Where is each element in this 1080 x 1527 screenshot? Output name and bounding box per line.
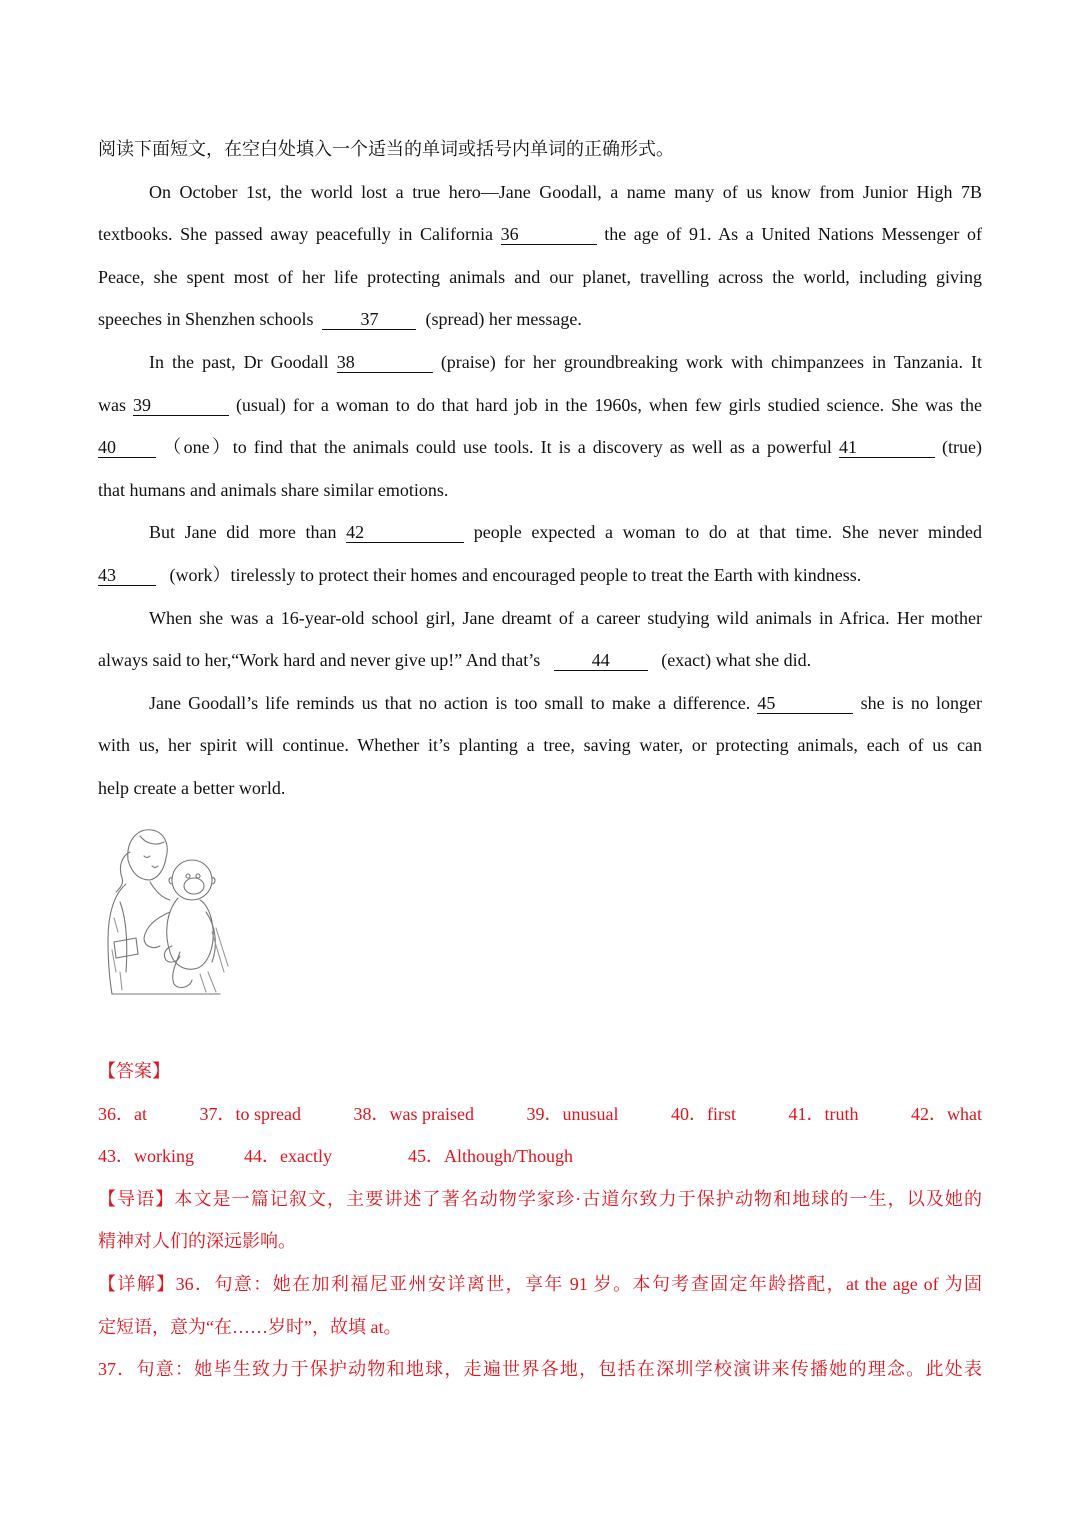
- answer-item: 43．working: [98, 1146, 194, 1167]
- blank-36[interactable]: 36: [501, 225, 597, 245]
- passage-line: help create a better world.: [98, 777, 286, 798]
- instruction: 阅读下面短文，在空白处填入一个适当的单词或括号内单词的正确形式。: [98, 139, 674, 159]
- passage-line: In the past, Dr Goodall 38 (praise) for her groundbreaking work with chimpanzees in Tanzania. It: [149, 351, 983, 372]
- document-page: [98, 128, 982, 810]
- detail-line: 定短语，意为“在……岁时”，故填 at。: [98, 1316, 402, 1337]
- answer-item: 45．Although/Though: [408, 1146, 573, 1167]
- passage-line: Peace, she spent most of her life protecting animals and our planet, travelling across the world, including giving: [98, 266, 982, 287]
- blank-38[interactable]: 38: [337, 353, 433, 373]
- answer-item: 36．at: [98, 1103, 147, 1124]
- passage-line: Jane Goodall’s life reminds us that no action is too small to make a difference. 45 she is no longer: [149, 692, 983, 713]
- answer-item: 41．truth: [788, 1103, 859, 1124]
- blank-43[interactable]: 43: [98, 566, 156, 586]
- sketch-icon: [100, 822, 230, 998]
- blank-45[interactable]: 45: [757, 694, 853, 714]
- detail-label: 【详解】: [98, 1273, 176, 1294]
- detail-line: 【详解】36．句意：她在加利福尼亚州安详离世，享年 91 岁。本句考查固定年龄搭配，at the age of 为固: [98, 1273, 982, 1294]
- passage-line: 40 （one）to find that the animals could use tools. It is a discovery as well as a powerful 41 (true): [98, 437, 983, 458]
- blank-42[interactable]: 42: [346, 523, 464, 543]
- blank-40[interactable]: 40: [98, 438, 156, 458]
- blank-39[interactable]: 39: [133, 396, 229, 416]
- detail-line: 37．句意：她毕生致力于保护动物和地球，走遍世界各地，包括在深圳学校演讲来传播她的理念。此处表: [98, 1359, 982, 1380]
- blank-41[interactable]: 41: [839, 438, 935, 458]
- passage-line: with us, her spirit will continue. Whether it’s planting a tree, saving water, or protecting animals, each of us can: [98, 735, 982, 756]
- passage-line: was 39 (usual) for a woman to do that hard job in the 1960s, when few girls studied science. She was the: [98, 394, 983, 415]
- passage-line: But Jane did more than 42 people expected a woman to do at that time. She never minded: [149, 522, 983, 543]
- jane-goodall-chimp-illustration: [100, 822, 230, 998]
- answer-row-2: [98, 1135, 982, 1178]
- answer-row-1: [98, 1093, 982, 1136]
- answer-item: 37．to spread: [199, 1103, 301, 1124]
- passage-line: always said to her,“Work hard and never give up!” And that’s 44 (exact) what she did.: [98, 650, 812, 671]
- answer-heading: 【答案】: [98, 1061, 170, 1081]
- blank-37[interactable]: 37: [322, 310, 416, 330]
- passage-line: 43 (work）tirelessly to protect their homes and encouraged people to treat the Earth with kindness.: [98, 564, 862, 585]
- answer-item: 44．exactly: [244, 1146, 332, 1167]
- guide-line: 精神对人们的深远影响。: [98, 1231, 296, 1252]
- answer-item: 39．unusual: [526, 1103, 619, 1124]
- answer-item: 42．what: [910, 1103, 982, 1124]
- passage-line: When she was a 16-year-old school girl, Jane dreamt of a career studying wild animals in Africa. Her mother: [149, 607, 982, 628]
- answer-item: 40．first: [670, 1103, 736, 1124]
- passage-line: that humans and animals share similar emotions.: [98, 479, 449, 500]
- passage-line: textbooks. She passed away peacefully in California 36 the age of 91. As a United Nations Messenger of: [98, 224, 983, 245]
- passage-line: speeches in Shenzhen schools 37 (spread) her message.: [98, 309, 582, 330]
- blank-44[interactable]: 44: [554, 651, 648, 671]
- answer-section: [98, 1050, 982, 1391]
- passage-line: On October 1st, the world lost a true hero—Jane Goodall, a name many of us know from Junior High 7B: [149, 181, 982, 202]
- guide-label: 【导语】: [98, 1188, 175, 1209]
- answer-item: 38．was praised: [353, 1103, 474, 1124]
- guide-line: 【导语】本文是一篇记叙文，主要讲述了著名动物学家珍·古道尔致力于保护动物和地球的一生，以及她的: [98, 1188, 983, 1209]
